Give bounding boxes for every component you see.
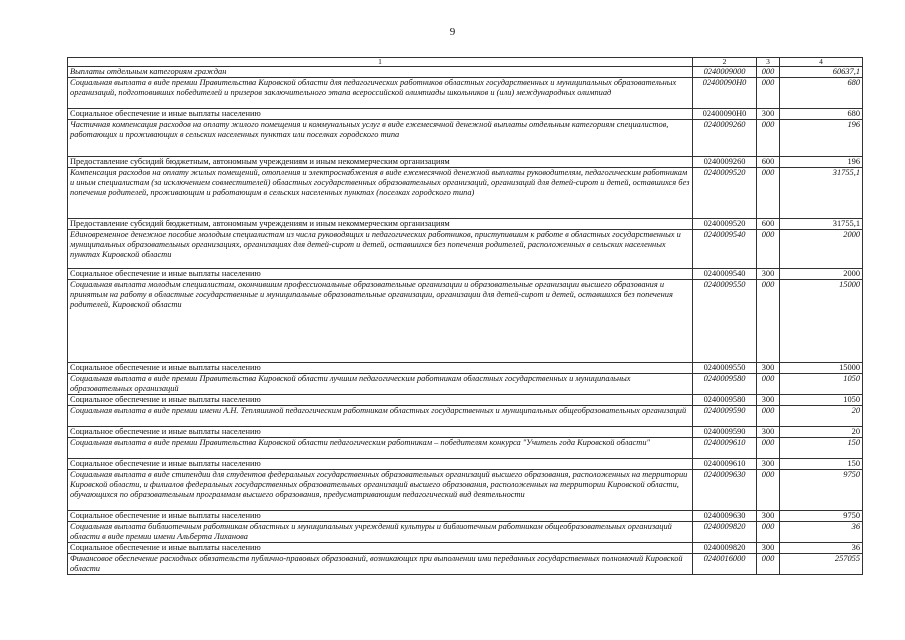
amount-cell: 36 (780, 522, 863, 543)
amount-cell: 36 (780, 543, 863, 554)
amount-cell: 2000 (780, 230, 863, 269)
table-row (68, 543, 863, 554)
amount-cell: 31755,1 (780, 168, 863, 219)
table-row (68, 459, 863, 470)
target-article-code: 0240009610 (693, 438, 757, 459)
expense-type-code: 000 (757, 470, 780, 511)
table-row (68, 109, 863, 120)
expense-type-code: 000 (757, 374, 780, 395)
expense-type-code: 000 (757, 78, 780, 109)
expense-type-code: 300 (757, 543, 780, 554)
amount-cell: 1050 (780, 374, 863, 395)
target-article-code: 0240009590 (693, 406, 757, 427)
budget-table (67, 57, 863, 575)
amount-cell: 9750 (780, 470, 863, 511)
name-cell: Социальное обеспечение и иные выплаты населению (68, 269, 693, 280)
amount-cell: 196 (780, 120, 863, 157)
name-cell: Выплаты отдельным категориям граждан (68, 67, 693, 78)
expense-type-code: 600 (757, 157, 780, 168)
expense-type-code: 300 (757, 395, 780, 406)
amount-cell: 31755,1 (780, 219, 863, 230)
name-cell: Социальная выплата в виде премии Правительства Кировской области педагогическим работникам – победителям конкурса "Учитель года Кировской области" (68, 438, 693, 459)
table-row (68, 522, 863, 543)
column-number-4: 4 (780, 58, 863, 67)
amount-cell: 60637,1 (780, 67, 863, 78)
target-article-code: 02400090Н0 (693, 109, 757, 120)
table-row (68, 157, 863, 168)
table-row (68, 120, 863, 157)
name-cell: Социальная выплата библиотечным работникам областных и муниципальных учреждений культуры и библиотечным работникам общеобразовательных организаций области в виде премии имени Альберта Лиханова (68, 522, 693, 543)
amount-cell: 9750 (780, 511, 863, 522)
name-cell: Предоставление субсидий бюджетным, автономным учреждениям и иным некоммерческим организациям (68, 219, 693, 230)
name-cell: Социальная выплата в виде премии Правительства Кировской области для педагогических работников областных государственных и муниципальных образовательных организаций, подготовивших победителей и призеров заключительного этапа всероссийской олимпиады школьников и (или) международных олимпиад (68, 78, 693, 109)
amount-cell: 257055 (780, 554, 863, 575)
expense-type-code: 300 (757, 459, 780, 470)
target-article-code: 0240009590 (693, 427, 757, 438)
name-cell: Социальное обеспечение и иные выплаты населению (68, 363, 693, 374)
expense-type-code: 000 (757, 230, 780, 269)
table-row (68, 269, 863, 280)
name-cell: Социальное обеспечение и иные выплаты населению (68, 459, 693, 470)
name-cell: Предоставление субсидий бюджетным, автономным учреждениям и иным некоммерческим организациям (68, 157, 693, 168)
amount-cell: 20 (780, 427, 863, 438)
name-cell: Социальная выплата в виде стипендии для студентов федеральных государственных образовательных организаций высшего образования, расположенных на территории Кировской области, и филиалов федеральных государственных образовательных организаций высшего образования, расположенных на территории Кировской области, обучающихся по образовательным программам высшего образования, предусматривающим педагогический вид деятельности (68, 470, 693, 511)
expense-type-code: 600 (757, 219, 780, 230)
name-cell: Социальная выплата в виде премии имени А.Н. Тепляшиной педагогическим работникам областных государственных и муниципальных общеобразовательных организаций (68, 406, 693, 427)
column-number-2: 2 (693, 58, 757, 67)
amount-cell: 150 (780, 438, 863, 459)
name-cell: Социальная выплата в виде премии Правительства Кировской области лучшим педагогическим работникам областных государственных и муниципальных образовательных организаций (68, 374, 693, 395)
target-article-code: 0240009580 (693, 395, 757, 406)
target-article-code: 0240009610 (693, 459, 757, 470)
name-cell: Социальное обеспечение и иные выплаты населению (68, 543, 693, 554)
amount-cell: 2000 (780, 269, 863, 280)
amount-cell: 15000 (780, 363, 863, 374)
table-row (68, 470, 863, 511)
budget-table-body (68, 58, 863, 575)
table-row (68, 78, 863, 109)
name-cell: Финансовое обеспечение расходных обязательств публично-правовых образований, возникающих при выполнении ими переданных государственных полномочий Кировской области (68, 554, 693, 575)
column-number-3: 3 (757, 58, 780, 67)
target-article-code: 0240009540 (693, 230, 757, 269)
table-row (68, 67, 863, 78)
expense-type-code: 300 (757, 109, 780, 120)
table-row (68, 438, 863, 459)
expense-type-code: 000 (757, 168, 780, 219)
expense-type-code: 000 (757, 554, 780, 575)
table-row (68, 554, 863, 575)
expense-type-code: 000 (757, 406, 780, 427)
expense-type-code: 300 (757, 427, 780, 438)
expense-type-code: 000 (757, 280, 780, 363)
expense-type-code: 000 (757, 120, 780, 157)
table-row (68, 280, 863, 363)
amount-cell: 680 (780, 109, 863, 120)
target-article-code: 0240009820 (693, 543, 757, 554)
name-cell: Социальное обеспечение и иные выплаты населению (68, 427, 693, 438)
expense-type-code: 000 (757, 522, 780, 543)
target-article-code: 0240009550 (693, 280, 757, 363)
target-article-code: 0240009550 (693, 363, 757, 374)
table-row (68, 395, 863, 406)
target-article-code: 0240009000 (693, 67, 757, 78)
column-number-row (68, 58, 863, 67)
target-article-code: 0240009630 (693, 470, 757, 511)
column-number-1: 1 (68, 58, 693, 67)
name-cell: Социальное обеспечение и иные выплаты населению (68, 109, 693, 120)
table-row (68, 374, 863, 395)
expense-type-code: 300 (757, 269, 780, 280)
table-row (68, 511, 863, 522)
table-row (68, 427, 863, 438)
target-article-code: 0240009260 (693, 157, 757, 168)
expense-type-code: 300 (757, 511, 780, 522)
name-cell: Социальное обеспечение и иные выплаты населению (68, 511, 693, 522)
expense-type-code: 000 (757, 67, 780, 78)
expense-type-code: 000 (757, 438, 780, 459)
target-article-code: 0240016000 (693, 554, 757, 575)
table-row (68, 406, 863, 427)
name-cell: Социальное обеспечение и иные выплаты населению (68, 395, 693, 406)
amount-cell: 680 (780, 78, 863, 109)
table-row (68, 230, 863, 269)
target-article-code: 02400090Н0 (693, 78, 757, 109)
target-article-code: 0240009520 (693, 219, 757, 230)
page-number: 9 (449, 26, 456, 38)
amount-cell: 1050 (780, 395, 863, 406)
name-cell: Социальная выплата молодым специалистам, окончившим профессиональные образовательные организации и образовательные организации высшего образования и принятым на работу в областные государственные и муниципальные образовательные организации, организации для детей-сирот и детей, оставшихся без попечения родителей, Кировской области (68, 280, 693, 363)
table-row (68, 168, 863, 219)
name-cell: Единовременное денежное пособие молодым специалистам из числа руководящих и педагогических работников, приступившим к работе в областных государственных и муниципальных образовательных организациях, организациях для детей-сирот и детей, оставшихся без попечения родителей, расположенных в сельских населенных пунктах Кировской области (68, 230, 693, 269)
amount-cell: 20 (780, 406, 863, 427)
name-cell: Компенсация расходов на оплату жилых помещений, отопления и электроснабжения в виде ежемесячной денежной выплаты руководителям, педагогическим работникам и иным специалистам (за исключением совместителей) областных государственных образовательных организаций, организаций для детей-сирот и детей, оставшихся без попечения родителей, проживающим и работающим в сельских населенных пунктах (поселках городского типа) (68, 168, 693, 219)
target-article-code: 0240009630 (693, 511, 757, 522)
target-article-code: 0240009580 (693, 374, 757, 395)
amount-cell: 196 (780, 157, 863, 168)
target-article-code: 0240009820 (693, 522, 757, 543)
target-article-code: 0240009540 (693, 269, 757, 280)
table-row (68, 363, 863, 374)
target-article-code: 0240009520 (693, 168, 757, 219)
target-article-code: 0240009260 (693, 120, 757, 157)
amount-cell: 15000 (780, 280, 863, 363)
expense-type-code: 300 (757, 363, 780, 374)
amount-cell: 150 (780, 459, 863, 470)
name-cell: Частичная компенсация расходов на оплату жилого помещения и коммунальных услуг в виде ежемесячной денежной выплаты отдельным категориям специалистов, работающих и проживающих в сельских населенных пунктах или поселках городского типа (68, 120, 693, 157)
table-row (68, 219, 863, 230)
